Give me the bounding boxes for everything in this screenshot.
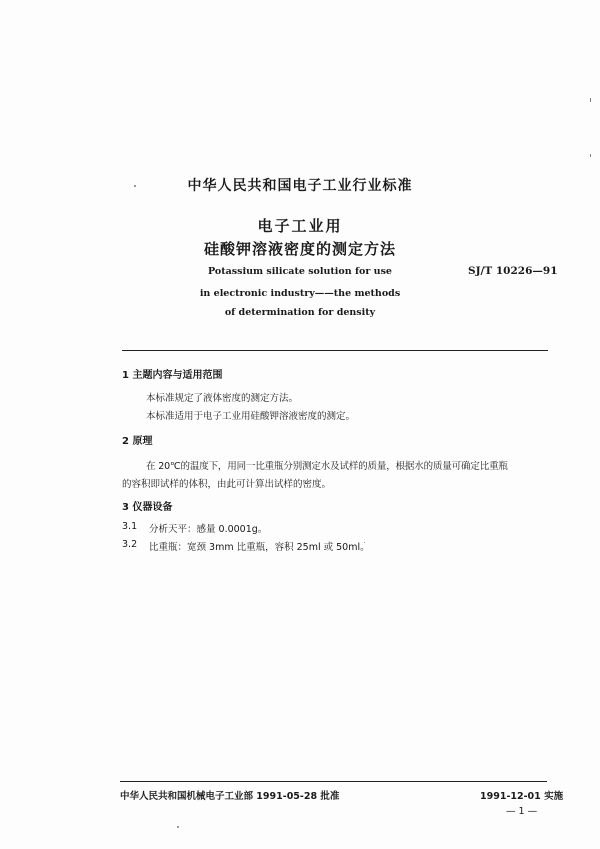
document-title-line2: 硅酸钾溶液密度的测定方法 — [203, 240, 396, 258]
section-3-item1-number: 3.1 — [122, 521, 138, 532]
section-3-item2-number: 3.2 — [122, 539, 138, 550]
section-2-heading: 2 原理 — [122, 436, 153, 447]
national-standard-title: 中华人民共和国电子工业行业标准 — [187, 178, 413, 194]
english-title-line2: in electronic industry——the methods — [199, 288, 401, 299]
header-divider — [122, 350, 548, 351]
section-3-item1-text: 分析天平：感量 0.0001g。 — [149, 524, 268, 535]
approval-statement: 中华人民共和国机械电子工业部 1991-05-28 批准 — [120, 791, 340, 802]
scan-speck — [590, 154, 591, 157]
scan-speck — [177, 826, 179, 828]
section-2-para1-line1: 在 20℃的温度下，用同一比重瓶分别测定水及试样的质量，根据水的质量可确定比重瓶 — [146, 461, 508, 472]
section-3-heading: 3 仪器设备 — [122, 502, 173, 513]
page-number: — 1 — — [506, 806, 538, 817]
scan-speck — [590, 98, 591, 102]
english-title-line3: of determination for density — [224, 307, 376, 318]
implementation-date: 1991-12-01 实施 — [480, 791, 564, 802]
section-1-para1: 本标准规定了液体密度的测定方法。 — [146, 393, 299, 404]
section-1-heading: 1 主题内容与适用范围 — [122, 370, 223, 381]
standard-code: SJ/T 10226—91 — [468, 265, 558, 277]
document-title-line1: 电子工业用 — [257, 217, 343, 235]
english-title-line1: Potassium silicate solution for use — [208, 266, 392, 277]
footer-divider — [120, 781, 547, 782]
section-1-para2: 本标准适用于电子工业用硅酸钾溶液密度的测定。 — [146, 411, 356, 422]
section-3-item2-text: 比重瓶：宽颈 3mm 比重瓶，容积 25ml 或 50ml。 — [149, 542, 370, 553]
section-2-para1-line2: 的容积即试样的体积，由此可计算出试样的密度。 — [122, 479, 332, 490]
